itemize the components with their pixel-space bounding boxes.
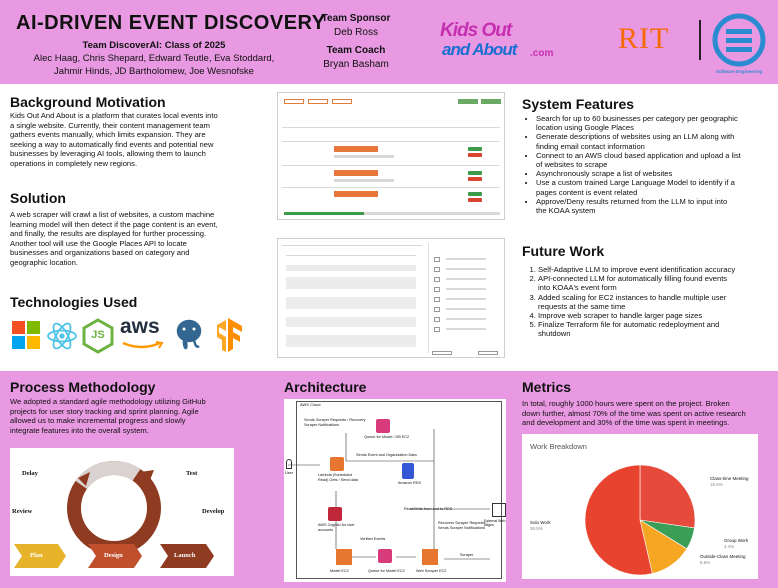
shot-block — [286, 277, 416, 289]
shot-checkbox — [434, 287, 440, 292]
software-engineering-logo — [708, 12, 770, 78]
develop-label: Develop — [202, 508, 225, 515]
process-line: We adopted a standard agile methodology utilizing GitHub — [10, 397, 206, 406]
plan-label: Plan — [30, 552, 43, 559]
slice-name: Group Work — [724, 538, 749, 543]
delay-label: Delay — [22, 470, 38, 477]
shot-approve — [468, 171, 482, 175]
system-features-list — [526, 114, 776, 215]
solution-text — [10, 210, 270, 268]
nodejs-label: JS — [91, 329, 105, 341]
logo-suffix: .com — [530, 48, 554, 59]
feature-item: • Generate descriptions of websites using an LLM along with finding email contact information — [536, 132, 776, 150]
launch-label: Launch — [174, 552, 196, 559]
shot-button — [481, 99, 501, 104]
recover-scraper-label: Recovers Scraper Requests / Sends Scraper Notifications — [438, 521, 488, 530]
shot-checkbox — [434, 277, 440, 282]
shot-line — [286, 255, 416, 256]
shot-line — [446, 308, 486, 310]
shot-divider — [428, 243, 429, 353]
slice-name: Solo Work — [530, 520, 551, 525]
se-caption: Software Engineering — [715, 69, 763, 74]
shot-line — [282, 245, 422, 246]
background-heading: Background Motivation — [10, 94, 166, 110]
process-line: projects for user story tracking and sprint planning. Agile — [10, 406, 199, 416]
shot-checkbox — [434, 327, 440, 332]
process-line: integrate features into the overall system. — [10, 425, 149, 435]
legend-solo-work — [530, 520, 551, 531]
metrics-line: and development and 30% of the time was spent in meetings. — [522, 418, 730, 428]
chart-title: Work Breakdown — [530, 442, 587, 451]
solution-line: Another tool will use the Google Places API to locate — [10, 238, 187, 248]
shot-approve — [468, 192, 482, 196]
solution-line: geographic location. — [10, 257, 78, 267]
shot-row-highlight — [334, 170, 378, 176]
background-line: Kids Out And About is a platform that curates local events into — [10, 111, 218, 120]
shot-row-highlight — [334, 191, 378, 197]
se-emblem-icon — [708, 12, 770, 70]
legend-class-time — [710, 476, 749, 487]
rds-icon — [402, 463, 414, 479]
shot-deny — [468, 177, 482, 181]
shot-deny — [468, 198, 482, 202]
django-icon — [10, 319, 42, 353]
future-item: 3. Added scaling for EC2 instances to handle multiple user requests at the same time — [538, 293, 778, 311]
process-heading: Process Methodology — [10, 379, 156, 395]
tensorflow-icon — [214, 318, 246, 354]
future-work-heading: Future Work — [522, 243, 605, 259]
solution-line: and finally, the results are displayed for further processing. — [10, 229, 207, 239]
shot-button — [458, 99, 478, 104]
recovery-lambda-label: Sends Scraper Requests / Recovery Scraper Notifications — [304, 418, 366, 427]
shot-checkbox — [434, 297, 440, 302]
shot-block — [286, 297, 416, 309]
aws-icon — [120, 317, 166, 351]
solution-line: A web scraper will crawl a list of websites, a custom machine — [10, 210, 215, 219]
shot-checkbox — [434, 307, 440, 312]
process-line: allowed us to make incremental progress and slowly — [10, 416, 186, 426]
shot-line — [446, 278, 486, 280]
shot-line — [334, 155, 394, 158]
metrics-heading: Metrics — [522, 379, 572, 395]
shot-line — [446, 298, 486, 300]
queue-model-label: Queue for Model EC2 — [368, 569, 405, 573]
scraper-label: Scraper — [460, 553, 474, 557]
work-breakdown-chart — [522, 434, 758, 579]
read-write-label: Read/Write from and to RDS — [404, 507, 453, 511]
external-web-icon — [492, 503, 506, 517]
coach-name: Bryan Basham — [323, 59, 389, 70]
design-label: Design — [104, 552, 123, 559]
future-item: 5. Finalize Terraform file for automatic redeployment and shutdown — [538, 320, 778, 338]
architecture-diagram — [284, 399, 506, 582]
logo-line-2: and About — [442, 40, 517, 59]
background-line: businesses by leveraging AI tools, allowing them to launch — [10, 149, 206, 159]
shot-button — [478, 351, 498, 355]
model-ec2-icon — [336, 549, 352, 565]
cognito-label: AWS Cognito for user accounts — [318, 523, 355, 532]
shot-block — [286, 335, 416, 347]
shot-line — [446, 288, 486, 290]
future-item: 2. API-connected LLM for automatically filling found events into KOAA's event form — [538, 274, 778, 292]
feature-item: • Approve/Deny results returned from the LLM to input into the KOAA system — [536, 197, 776, 215]
model-ec2-label: Model EC2 — [330, 569, 349, 573]
nodejs-icon — [82, 318, 114, 354]
user-icon — [286, 459, 292, 469]
shot-filter — [284, 99, 304, 104]
verified-label: Verified Events — [360, 537, 386, 541]
technologies-heading: Technologies Used — [10, 294, 138, 310]
slice-percent: 36.5% — [530, 525, 543, 531]
shot-line — [334, 179, 394, 182]
future-item: 1. Self-Adaptive LLM to improve event identification accuracy — [538, 265, 778, 274]
user-label: User — [285, 471, 294, 475]
background-line: operations in completely new regions. — [10, 158, 138, 168]
kids-out-and-about-logo — [440, 20, 565, 70]
web-scraper-label: Web Scraper EC2 — [416, 569, 447, 573]
metrics-line: down further, almost 70% of the time was spent on active research — [522, 408, 746, 418]
shot-line — [282, 141, 500, 142]
legend-outside-class — [700, 554, 746, 565]
future-work-list — [528, 265, 778, 339]
background-line: gathers events manually, which limits expansion. They are — [10, 130, 206, 140]
shot-checkbox — [434, 257, 440, 262]
shot-line — [282, 187, 500, 188]
team-line: Team DiscoverAI: Class of 2025 — [82, 40, 226, 51]
members-line-2: Jahmir Hinds, JD Bartholomew, Joe Wesnofske — [54, 66, 254, 77]
cognito-icon — [328, 507, 342, 521]
agile-cycle-diagram — [10, 448, 234, 576]
slice-percent: 8.6% — [700, 559, 711, 565]
shot-approve — [468, 147, 482, 151]
review-label: Review — [12, 508, 33, 515]
results-ui-screenshot — [277, 238, 505, 358]
shot-line — [282, 127, 500, 128]
solution-line: businesses and organizations based on category and — [10, 248, 190, 258]
queue-rds-label: Queue for Model / DB EC2 — [364, 435, 410, 439]
sponsor-heading: Team Sponsor — [321, 13, 391, 24]
lambda-icon — [330, 457, 344, 471]
logo-line-1: Kids Out — [440, 20, 512, 41]
background-text — [10, 111, 270, 169]
feature-item: • Asynchronously scrape a list of websites — [536, 169, 776, 178]
shot-checkbox — [434, 267, 440, 272]
background-line: a single website. Currently, their content management team — [10, 120, 210, 130]
react-icon — [46, 319, 78, 353]
solution-line: learning model will then detect if the page content is an event, — [10, 219, 218, 229]
poster-title: AI-DRIVEN EVENT DISCOVERY — [16, 12, 326, 34]
members-line-1: Alec Haag, Chris Shepard, Edward Teutle, Eva Stoddard, — [33, 53, 275, 64]
aws-label: aws — [120, 315, 160, 338]
shot-line — [446, 258, 486, 260]
shot-line — [446, 318, 486, 320]
aws-cloud-label: AWS Cloud — [300, 402, 321, 407]
shot-row-highlight — [334, 146, 378, 152]
shot-block — [286, 317, 416, 327]
feature-item: • Search for up to 60 businesses per category per geographic location using Google Places — [536, 114, 776, 132]
postgresql-icon — [172, 316, 206, 354]
feature-item: • Connect to an AWS cloud based application and upload a list of websites to scrape — [536, 151, 776, 169]
slice-percent: 4.4% — [724, 543, 735, 549]
shot-progress-track — [364, 212, 500, 215]
legend-group-work — [724, 538, 748, 549]
architecture-heading: Architecture — [284, 379, 367, 395]
metrics-text — [522, 399, 776, 428]
approval-ui-screenshot — [277, 92, 505, 220]
queue-model-icon — [378, 549, 392, 563]
shot-filter — [308, 99, 328, 104]
shot-progress — [284, 212, 364, 215]
lambda-api-label: Lambda (Scheduled Read) Gets / Send data — [318, 473, 358, 482]
logo-divider — [699, 20, 701, 60]
shot-block — [286, 265, 416, 271]
shot-line — [446, 328, 486, 330]
future-item: 4. Improve web scraper to handle larger page sizes — [538, 311, 778, 320]
rds-label: Amazon RDS — [398, 481, 422, 485]
shot-button — [432, 351, 452, 355]
test-label: Test — [186, 470, 198, 477]
shot-filter — [332, 99, 352, 104]
coach-heading: Team Coach — [326, 45, 386, 56]
web-scraper-ec2-icon — [422, 549, 438, 565]
external-label: External Web pages — [484, 519, 506, 528]
slice-name: Outside-Class Meeting — [700, 554, 746, 559]
feature-item: • Use a custom trained Large Language Model to identify if a pages content is event related — [536, 178, 776, 196]
shot-deny — [468, 153, 482, 157]
slice-percent: 18.6% — [710, 481, 723, 487]
solution-heading: Solution — [10, 190, 66, 206]
metrics-line: In total, roughly 1000 hours were spent on the project. Broken — [522, 399, 730, 408]
process-text — [10, 397, 272, 435]
rit-logo: RIT — [618, 22, 670, 55]
shot-line — [446, 268, 486, 270]
shot-checkbox — [434, 317, 440, 322]
sqs-queue-icon — [376, 419, 390, 433]
system-features-heading: System Features — [522, 96, 635, 112]
background-line: seeking a way to automatically find events and potential new — [10, 139, 214, 149]
slice-name: Class-time Meeting — [710, 476, 749, 481]
sends-events-label: Sends Event and Organization Data — [356, 453, 417, 457]
shot-line — [282, 165, 500, 166]
sponsor-name: Deb Ross — [334, 27, 378, 38]
pie-slice-class-time-meeting — [640, 465, 695, 528]
